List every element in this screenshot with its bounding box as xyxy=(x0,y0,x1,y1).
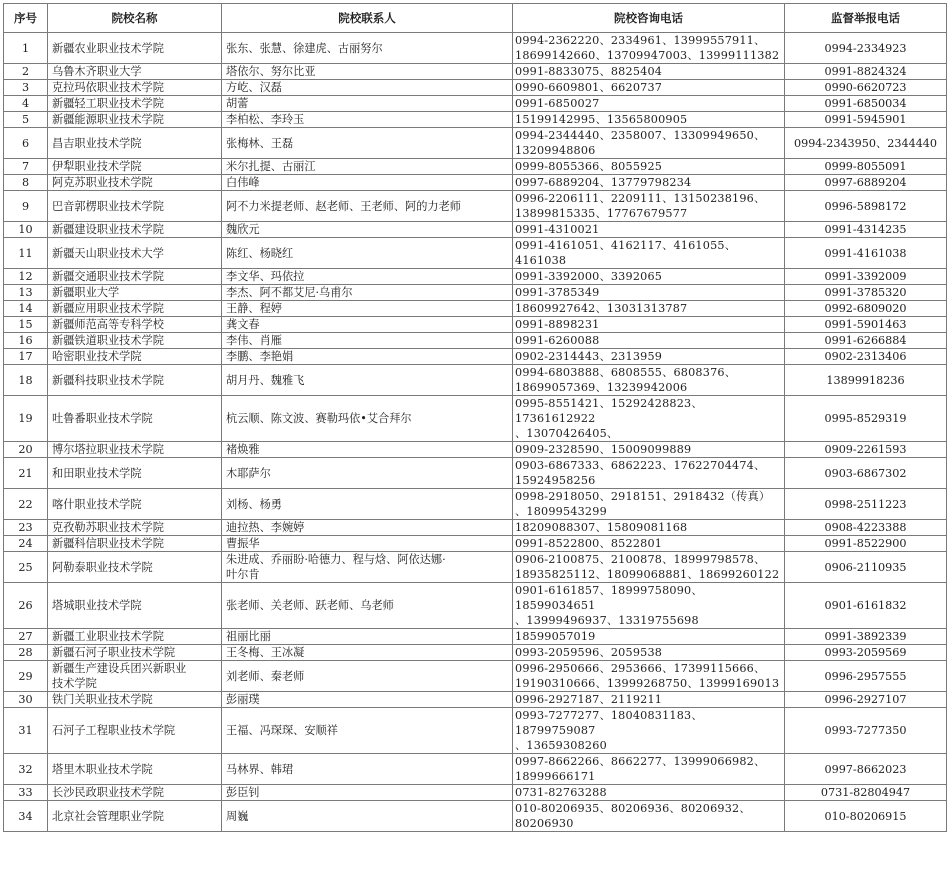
consult-phone: 0996-2206111、2209111、13150238196、 13899815335、17767679577 xyxy=(513,191,785,222)
consult-phone: 010-80206935、80206936、80206932、 80206930 xyxy=(513,801,785,832)
report-phone: 0903-6867302 xyxy=(785,458,947,489)
contact-person: 阿不力米提老师、赵老师、王老师、阿的力老师 xyxy=(222,191,513,222)
contact-person: 刘杨、杨勇 xyxy=(222,489,513,520)
table-row xyxy=(4,112,947,128)
row-number: 15 xyxy=(4,317,48,333)
row-number: 32 xyxy=(4,754,48,785)
school-name: 昌吉职业技术学院 xyxy=(48,128,222,159)
report-phone: 0991-5945901 xyxy=(785,112,947,128)
contact-person: 王静、程婷 xyxy=(222,301,513,317)
contact-person: 李鹏、李艳娟 xyxy=(222,349,513,365)
report-phone: 0991-4314235 xyxy=(785,222,947,238)
contact-person: 李柏松、李玲玉 xyxy=(222,112,513,128)
table-row xyxy=(4,458,947,489)
table-row xyxy=(4,692,947,708)
report-phone: 0993-2059569 xyxy=(785,645,947,661)
consult-phone: 0999-8055366、8055925 xyxy=(513,159,785,175)
consult-phone: 0991-4310021 xyxy=(513,222,785,238)
school-name: 吐鲁番职业技术学院 xyxy=(48,396,222,442)
row-number: 29 xyxy=(4,661,48,692)
table-row xyxy=(4,629,947,645)
row-number: 1 xyxy=(4,33,48,64)
contact-person: 魏欣元 xyxy=(222,222,513,238)
consult-phone: 18609927642、13031313787 xyxy=(513,301,785,317)
consult-phone: 15199142995、13565800905 xyxy=(513,112,785,128)
report-phone: 0991-3785320 xyxy=(785,285,947,301)
report-phone: 0994-2343950、2344440 xyxy=(785,128,947,159)
row-number: 30 xyxy=(4,692,48,708)
school-name: 新疆工业职业技术学院 xyxy=(48,629,222,645)
row-number: 10 xyxy=(4,222,48,238)
contact-person: 张梅林、王磊 xyxy=(222,128,513,159)
contact-person: 杭云顺、陈文波、赛勒玛依•艾合拜尔 xyxy=(222,396,513,442)
school-name: 塔里木职业技术学院 xyxy=(48,754,222,785)
consult-phone: 0731-82763288 xyxy=(513,785,785,801)
report-phone: 0998-2511223 xyxy=(785,489,947,520)
school-name: 新疆交通职业技术学院 xyxy=(48,269,222,285)
consult-phone: 0991-3392000、3392065 xyxy=(513,269,785,285)
report-phone: 13899918236 xyxy=(785,365,947,396)
school-name: 新疆科信职业技术学院 xyxy=(48,536,222,552)
report-phone: 0996-2927107 xyxy=(785,692,947,708)
report-phone: 0991-6266884 xyxy=(785,333,947,349)
table-row xyxy=(4,520,947,536)
header-report-phone: 监督举报电话 xyxy=(785,4,947,33)
contact-person: 彭丽璞 xyxy=(222,692,513,708)
school-name: 博尔塔拉职业技术学院 xyxy=(48,442,222,458)
table-row xyxy=(4,80,947,96)
contact-person: 方屹、汉磊 xyxy=(222,80,513,96)
consult-phone: 0990-6609801、6620737 xyxy=(513,80,785,96)
consult-phone: 0903-6867333、6862223、17622704474、 15924958256 xyxy=(513,458,785,489)
consult-phone: 0994-2362220、2334961、13999557911、 18699142660、13709947003、13999111382 xyxy=(513,33,785,64)
table-row xyxy=(4,128,947,159)
report-phone: 010-80206915 xyxy=(785,801,947,832)
school-name: 喀什职业技术学院 xyxy=(48,489,222,520)
consult-phone: 0991-6850027 xyxy=(513,96,785,112)
contact-person: 迪拉热、李婉婷 xyxy=(222,520,513,536)
school-name: 铁门关职业技术学院 xyxy=(48,692,222,708)
row-number: 26 xyxy=(4,583,48,629)
contact-person: 李文华、玛依拉 xyxy=(222,269,513,285)
school-name: 乌鲁木齐职业大学 xyxy=(48,64,222,80)
report-phone: 0994-2334923 xyxy=(785,33,947,64)
table-row xyxy=(4,396,947,442)
school-name: 新疆科技职业技术学院 xyxy=(48,365,222,396)
table-row xyxy=(4,583,947,629)
table-body xyxy=(4,33,947,832)
school-name: 塔城职业技术学院 xyxy=(48,583,222,629)
report-phone: 0908-4223388 xyxy=(785,520,947,536)
contact-person: 马林界、韩珺 xyxy=(222,754,513,785)
table-row xyxy=(4,64,947,80)
school-name: 阿勒泰职业技术学院 xyxy=(48,552,222,583)
report-phone: 0991-3892339 xyxy=(785,629,947,645)
table-row xyxy=(4,238,947,269)
consult-phone: 0994-2344440、2358007、13309949650、 13209948806 xyxy=(513,128,785,159)
table-row xyxy=(4,442,947,458)
school-name: 新疆生产建设兵团兴新职业 技术学院 xyxy=(48,661,222,692)
contact-person: 李杰、阿不都艾尼·乌甫尔 xyxy=(222,285,513,301)
contact-person: 木耶萨尔 xyxy=(222,458,513,489)
row-number: 16 xyxy=(4,333,48,349)
table-row xyxy=(4,365,947,396)
consult-phone: 0996-2950666、2953666、17399115666、 19190310666、13999268750、13999169013 xyxy=(513,661,785,692)
header-consult-phone: 院校咨询电话 xyxy=(513,4,785,33)
school-name: 长沙民政职业技术学院 xyxy=(48,785,222,801)
contact-person: 朱进成、乔丽盼·哈德力、程与焓、阿依达娜· 叶尔肯 xyxy=(222,552,513,583)
school-name: 新疆能源职业技术学院 xyxy=(48,112,222,128)
contact-person: 王冬梅、王冰凝 xyxy=(222,645,513,661)
row-number: 22 xyxy=(4,489,48,520)
row-number: 2 xyxy=(4,64,48,80)
contact-person: 张东、张慧、徐建虎、古丽努尔 xyxy=(222,33,513,64)
page xyxy=(3,3,947,832)
consult-phone: 0998-2918050、2918151、2918432（传真） 、18099543299 xyxy=(513,489,785,520)
row-number: 21 xyxy=(4,458,48,489)
table-row xyxy=(4,301,947,317)
school-name: 新疆师范高等专科学校 xyxy=(48,317,222,333)
row-number: 19 xyxy=(4,396,48,442)
consult-phone: 0996-2927187、2119211 xyxy=(513,692,785,708)
consult-phone: 0994-6803888、6808555、6808376、 18699057369、13239942006 xyxy=(513,365,785,396)
row-number: 11 xyxy=(4,238,48,269)
row-number: 28 xyxy=(4,645,48,661)
report-phone: 0995-8529319 xyxy=(785,396,947,442)
school-name: 新疆职业大学 xyxy=(48,285,222,301)
table-row xyxy=(4,317,947,333)
consult-phone: 0991-6260088 xyxy=(513,333,785,349)
consult-phone: 0997-6889204、13779798234 xyxy=(513,175,785,191)
consult-phone: 0991-3785349 xyxy=(513,285,785,301)
school-name: 新疆建设职业技术学院 xyxy=(48,222,222,238)
report-phone: 0991-3392009 xyxy=(785,269,947,285)
report-phone: 0991-8824324 xyxy=(785,64,947,80)
row-number: 18 xyxy=(4,365,48,396)
report-phone: 0991-8522900 xyxy=(785,536,947,552)
table-row xyxy=(4,33,947,64)
consult-phone: 18599057019 xyxy=(513,629,785,645)
report-phone: 0902-2313406 xyxy=(785,349,947,365)
consult-phone: 0993-2059596、2059538 xyxy=(513,645,785,661)
contact-person: 胡月丹、魏雅飞 xyxy=(222,365,513,396)
header-contact-person: 院校联系人 xyxy=(222,4,513,33)
report-phone: 0906-2110935 xyxy=(785,552,947,583)
consult-phone: 0901-6161857、18999758090、18599034651 、13999496937、13319755698 xyxy=(513,583,785,629)
school-name: 新疆天山职业技术大学 xyxy=(48,238,222,269)
report-phone: 0909-2261593 xyxy=(785,442,947,458)
school-name: 克孜勒苏职业技术学院 xyxy=(48,520,222,536)
school-name: 北京社会管理职业学院 xyxy=(48,801,222,832)
table-row xyxy=(4,661,947,692)
row-number: 31 xyxy=(4,708,48,754)
row-number: 20 xyxy=(4,442,48,458)
table-row xyxy=(4,285,947,301)
school-name: 新疆石河子职业技术学院 xyxy=(48,645,222,661)
report-phone: 0999-8055091 xyxy=(785,159,947,175)
report-phone: 0997-6889204 xyxy=(785,175,947,191)
contact-person: 龚文春 xyxy=(222,317,513,333)
school-contact-table xyxy=(3,3,947,832)
header-school-name: 院校名称 xyxy=(48,4,222,33)
table-row xyxy=(4,222,947,238)
school-name: 阿克苏职业技术学院 xyxy=(48,175,222,191)
report-phone: 0901-6161832 xyxy=(785,583,947,629)
report-phone: 0993-7277350 xyxy=(785,708,947,754)
school-name: 新疆铁道职业技术学院 xyxy=(48,333,222,349)
table-row xyxy=(4,96,947,112)
report-phone: 0731-82804947 xyxy=(785,785,947,801)
school-name: 哈密职业技术学院 xyxy=(48,349,222,365)
contact-person: 李伟、肖雁 xyxy=(222,333,513,349)
school-name: 和田职业技术学院 xyxy=(48,458,222,489)
header-number: 序号 xyxy=(4,4,48,33)
row-number: 14 xyxy=(4,301,48,317)
table-row xyxy=(4,349,947,365)
row-number: 33 xyxy=(4,785,48,801)
row-number: 13 xyxy=(4,285,48,301)
school-name: 巴音郭楞职业技术学院 xyxy=(48,191,222,222)
table-row xyxy=(4,175,947,191)
report-phone: 0991-4161038 xyxy=(785,238,947,269)
report-phone: 0991-6850034 xyxy=(785,96,947,112)
row-number: 6 xyxy=(4,128,48,159)
table-row xyxy=(4,159,947,175)
row-number: 24 xyxy=(4,536,48,552)
school-name: 石河子工程职业技术学院 xyxy=(48,708,222,754)
consult-phone: 0995-8551421、15292428823、17361612922 、13070426405、 xyxy=(513,396,785,442)
contact-person: 米尔扎提、古丽江 xyxy=(222,159,513,175)
consult-phone: 0993-7277277、18040831183、18799759087 、13659308260 xyxy=(513,708,785,754)
contact-person: 褚焕雅 xyxy=(222,442,513,458)
table-row xyxy=(4,269,947,285)
consult-phone: 0997-8662266、8662277、13999066982、 18999666171 xyxy=(513,754,785,785)
row-number: 12 xyxy=(4,269,48,285)
row-number: 9 xyxy=(4,191,48,222)
header-row xyxy=(4,4,947,33)
report-phone: 0996-2957555 xyxy=(785,661,947,692)
table-row xyxy=(4,536,947,552)
table-row xyxy=(4,754,947,785)
school-name: 伊犁职业技术学院 xyxy=(48,159,222,175)
school-name: 克拉玛依职业技术学院 xyxy=(48,80,222,96)
consult-phone: 0906-2100875、2100878、18999798578、 18935825112、18099068881、18699260122 xyxy=(513,552,785,583)
contact-person: 刘老师、秦老师 xyxy=(222,661,513,692)
contact-person: 彭臣钊 xyxy=(222,785,513,801)
contact-person: 祖丽比丽 xyxy=(222,629,513,645)
table-row xyxy=(4,708,947,754)
contact-person: 曹振华 xyxy=(222,536,513,552)
row-number: 3 xyxy=(4,80,48,96)
row-number: 27 xyxy=(4,629,48,645)
report-phone: 0997-8662023 xyxy=(785,754,947,785)
contact-person: 塔依尔、努尔比亚 xyxy=(222,64,513,80)
consult-phone: 18209088307、15809081168 xyxy=(513,520,785,536)
report-phone: 0996-5898172 xyxy=(785,191,947,222)
consult-phone: 0991-8898231 xyxy=(513,317,785,333)
row-number: 7 xyxy=(4,159,48,175)
row-number: 34 xyxy=(4,801,48,832)
consult-phone: 0902-2314443、2313959 xyxy=(513,349,785,365)
school-name: 新疆轻工职业技术学院 xyxy=(48,96,222,112)
row-number: 8 xyxy=(4,175,48,191)
table-row xyxy=(4,191,947,222)
row-number: 5 xyxy=(4,112,48,128)
report-phone: 0991-5901463 xyxy=(785,317,947,333)
contact-person: 王福、冯琛琛、安顺祥 xyxy=(222,708,513,754)
row-number: 23 xyxy=(4,520,48,536)
table-row xyxy=(4,333,947,349)
consult-phone: 0991-8522800、8522801 xyxy=(513,536,785,552)
consult-phone: 0909-2328590、15009099889 xyxy=(513,442,785,458)
table-row xyxy=(4,489,947,520)
consult-phone: 0991-8833075、8825404 xyxy=(513,64,785,80)
row-number: 25 xyxy=(4,552,48,583)
school-name: 新疆农业职业技术学院 xyxy=(48,33,222,64)
contact-person: 周巍 xyxy=(222,801,513,832)
consult-phone: 0991-4161051、4162117、4161055、 4161038 xyxy=(513,238,785,269)
contact-person: 张老师、关老师、跃老师、乌老师 xyxy=(222,583,513,629)
report-phone: 0992-6809020 xyxy=(785,301,947,317)
school-name: 新疆应用职业技术学院 xyxy=(48,301,222,317)
contact-person: 胡蕾 xyxy=(222,96,513,112)
table-row xyxy=(4,552,947,583)
table-row xyxy=(4,785,947,801)
row-number: 17 xyxy=(4,349,48,365)
report-phone: 0990-6620723 xyxy=(785,80,947,96)
row-number: 4 xyxy=(4,96,48,112)
contact-person: 陈红、杨晓红 xyxy=(222,238,513,269)
contact-person: 白伟峰 xyxy=(222,175,513,191)
table-row xyxy=(4,645,947,661)
table-row xyxy=(4,801,947,832)
